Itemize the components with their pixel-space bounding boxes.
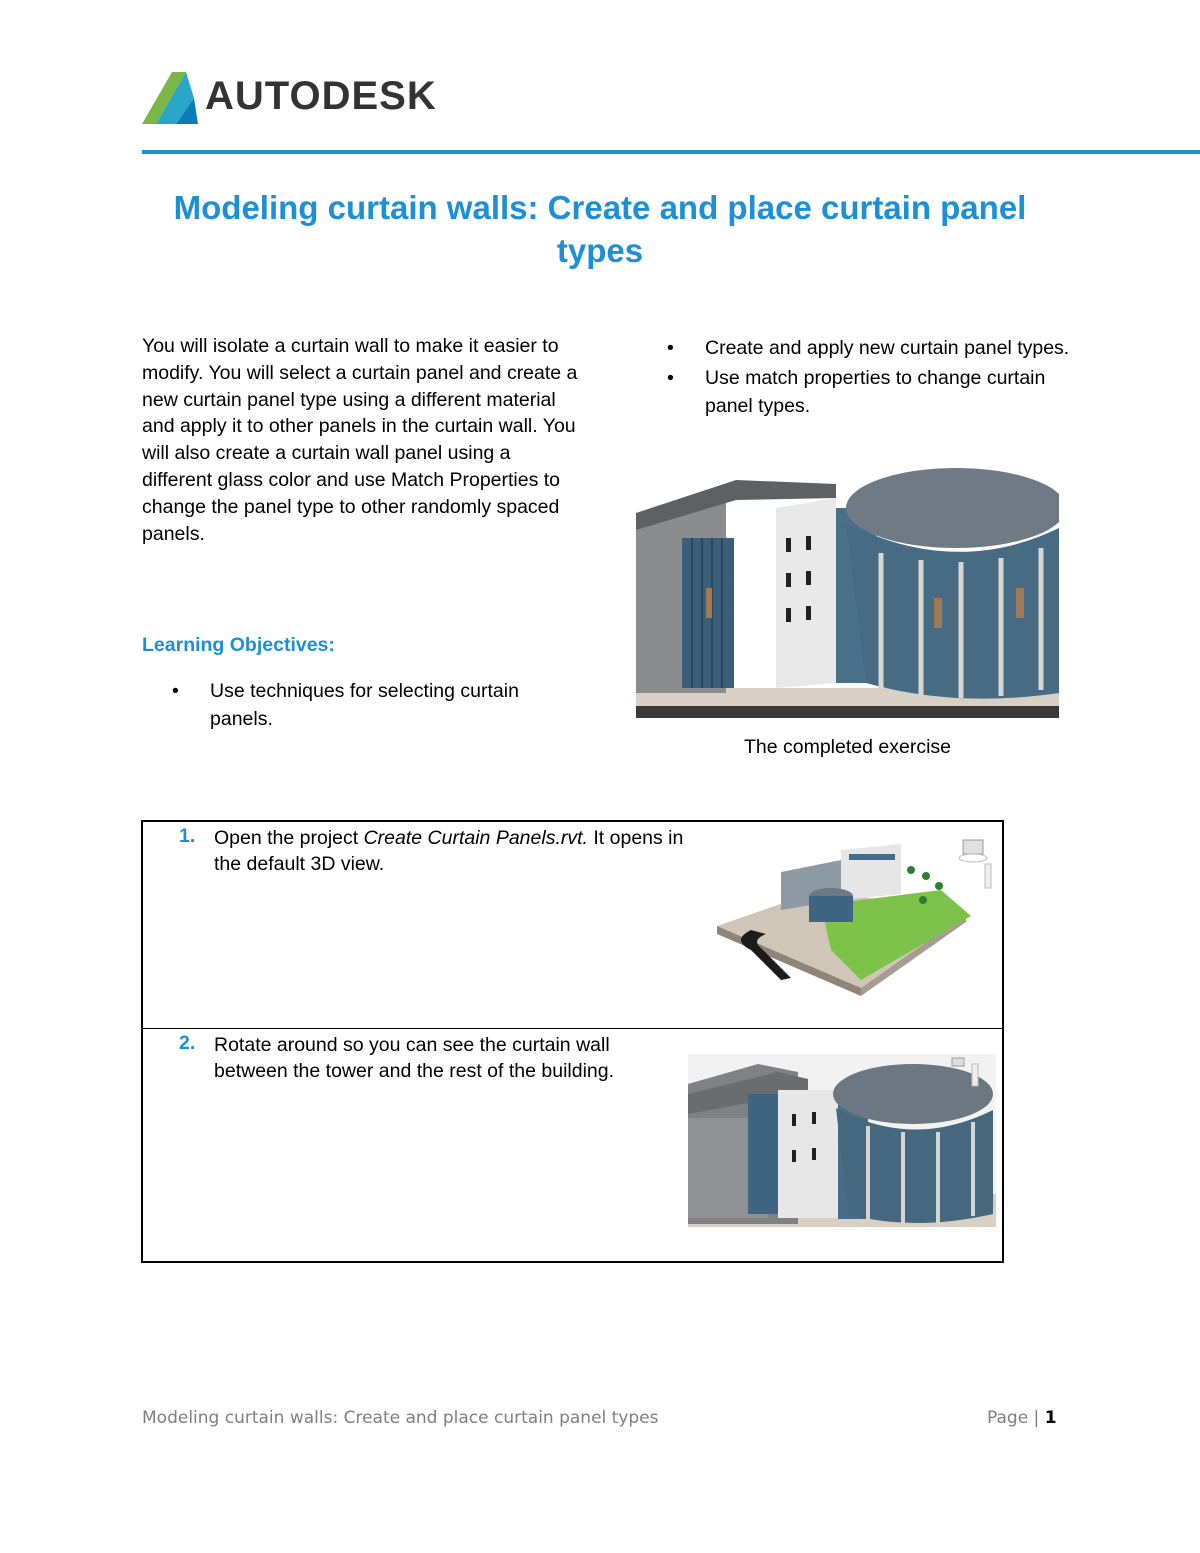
- learning-objectives-heading: Learning Objectives:: [142, 634, 335, 656]
- table-row-divider: [143, 1028, 1002, 1029]
- logo-wordmark: AUTODESK: [205, 74, 437, 118]
- page-label: Page |: [987, 1408, 1045, 1428]
- step-2-screenshot: [688, 1054, 996, 1227]
- objectives-list-right: [637, 334, 1077, 422]
- step-number: 2.: [179, 1032, 196, 1054]
- step-text: [214, 825, 684, 877]
- objective-item: • Use match properties to change curtain panel types.: [637, 364, 1077, 420]
- project-file-name: Create Curtain Panels.rvt.: [363, 827, 588, 849]
- step-text: Rotate around so you can see the curtain wall between the tower and the rest of the building.: [214, 1034, 615, 1082]
- objectives-list-left: [142, 677, 582, 735]
- autodesk-logo-mark-icon: [142, 70, 202, 126]
- step-text-part: Open the project: [214, 827, 364, 849]
- steps-table: [141, 820, 1004, 1263]
- objective-item: • Use techniques for selecting curtain panels.: [142, 677, 582, 733]
- footer-document-title: Modeling curtain walls: Create and place curtain panel types: [142, 1408, 659, 1428]
- step-number: 1.: [179, 825, 196, 847]
- step-1-screenshot: [711, 830, 999, 1005]
- page-title: [100, 186, 1100, 272]
- viewcube-icon: [952, 1058, 964, 1066]
- header-divider: [142, 150, 1200, 154]
- title-line-2: types: [556, 232, 644, 269]
- title-line-1: Modeling curtain walls: Create and place curtain panel: [173, 189, 1027, 226]
- step-text-part: It opens in the default 3D view.: [214, 827, 684, 875]
- intro-paragraph: You will isolate a curtain wall to make it easier to modify. You will select a curtain panel and create a new curtain panel type using a different material and apply it to other panels in the curtain wall. You will also create a curtain wall panel using a different glass color and use Match Properties to change the panel type to other randomly spaced panels.: [142, 335, 578, 545]
- image-caption: The completed exercise: [743, 736, 952, 758]
- footer-page-number: [987, 1408, 1057, 1428]
- page-number: 1: [1044, 1408, 1057, 1428]
- completed-exercise-image: [636, 468, 1059, 718]
- objective-item: • Create and apply new curtain panel types.: [637, 334, 1077, 362]
